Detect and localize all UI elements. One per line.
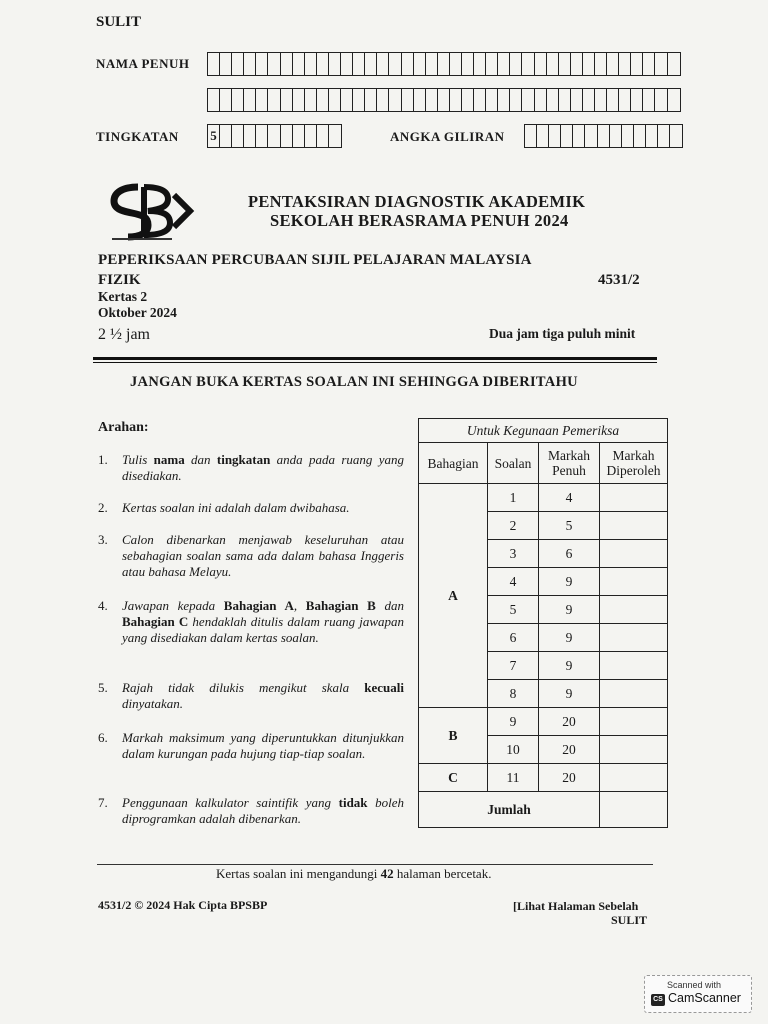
answer-box-cell[interactable] (414, 89, 426, 111)
markah-penuh-cell: 5 (539, 512, 600, 540)
section-b: B (419, 708, 488, 764)
soalan-cell: 9 (488, 708, 539, 736)
exam-name: PEPERIKSAAN PERCUBAAN SIJIL PELAJARAN MALAYSIA (98, 252, 532, 268)
answer-box-cell[interactable] (329, 89, 341, 111)
answer-box-cell[interactable] (619, 89, 631, 111)
divider-thick (93, 357, 657, 360)
instruction-4 (98, 598, 404, 646)
arahan-heading: Arahan: (98, 420, 149, 435)
answer-box-cell[interactable] (559, 53, 571, 75)
answer-box-cell[interactable] (510, 89, 522, 111)
section-a: A (419, 484, 488, 708)
col-markah-diperoleh: Markah Diperoleh (600, 443, 668, 484)
answer-box-cell[interactable] (547, 89, 559, 111)
answer-box-cell[interactable] (631, 89, 643, 111)
answer-box-cell[interactable] (655, 89, 667, 111)
answer-box-cell[interactable] (607, 89, 619, 111)
soalan-cell: 2 (488, 512, 539, 540)
instruction-number: 5. (98, 680, 108, 695)
col-soalan: Soalan (488, 443, 539, 484)
answer-box-cell[interactable] (583, 53, 595, 75)
answer-box-cell[interactable] (486, 89, 498, 111)
answer-box-cell[interactable] (377, 53, 389, 75)
answer-box-cell[interactable] (522, 53, 534, 75)
markah-penuh-cell: 20 (539, 764, 600, 792)
answer-box-cell[interactable] (365, 53, 377, 75)
answer-box-cell[interactable] (232, 89, 244, 111)
markah-penuh-cell: 9 (539, 596, 600, 624)
page-count-number: 42 (380, 866, 394, 881)
instruction-text: Calon dibenarkan menjawab keseluruhan atau sebahagian soalan sama ada dalam bahasa Inggeris atau bahasa Melayu. (122, 532, 404, 579)
markah-diperoleh-cell[interactable] (600, 596, 668, 624)
answer-box-cell[interactable] (619, 53, 631, 75)
answer-box-cell[interactable] (462, 89, 474, 111)
answer-box-cell[interactable] (244, 53, 256, 75)
answer-box-cell[interactable] (402, 89, 414, 111)
scanned-with-text: Scanned with (667, 980, 722, 990)
answer-box-cell[interactable] (377, 89, 389, 111)
col-markah-penuh: Markah Penuh (539, 443, 600, 484)
title-line1: PENTAKSIRAN DIAGNOSTIK AKADEMIK (248, 192, 586, 211)
sulit-top-label: SULIT (96, 14, 142, 30)
soalan-cell: 10 (488, 736, 539, 764)
soalan-cell: 7 (488, 652, 539, 680)
answer-box-cell[interactable] (438, 53, 450, 75)
instruction-text: Markah maksimum yang diperuntukkan ditunjukkan dalam kurungan pada hujung tiap-tiap soalan. (122, 730, 404, 761)
answer-box-cell[interactable] (462, 53, 474, 75)
answer-box-cell[interactable] (256, 53, 268, 75)
answer-box-cell[interactable] (365, 89, 377, 111)
soalan-cell: 3 (488, 540, 539, 568)
answer-box-cell[interactable] (559, 89, 571, 111)
sulit-bottom-label: SULIT (611, 913, 648, 927)
answer-box-cell[interactable] (244, 125, 256, 147)
instruction-text: Penggunaan kalkulator saintifik yang tidak boleh diprogramkan adalah dibenarkan. (122, 795, 404, 826)
instruction-7 (98, 795, 404, 827)
camscanner-watermark (644, 975, 752, 1013)
instruction-number: 1. (98, 452, 108, 467)
answer-box-cell[interactable] (607, 53, 619, 75)
next-page-note: [Lihat Halaman Sebelah (513, 899, 639, 913)
answer-box-cell[interactable] (525, 125, 537, 147)
jumlah-cell[interactable] (600, 792, 668, 828)
answer-box-cell[interactable] (547, 53, 559, 75)
sbp-logo (108, 181, 198, 241)
markah-diperoleh-cell[interactable] (600, 624, 668, 652)
exam-paper: Kertas 2 (98, 289, 148, 304)
answer-box-cell[interactable] (535, 53, 547, 75)
page-count-note (216, 866, 491, 882)
answer-box-cell[interactable] (256, 89, 268, 111)
answer-box-cell[interactable] (341, 89, 353, 111)
answer-box-cell[interactable] (498, 53, 510, 75)
nama-penuh-label: NAMA PENUH (96, 56, 190, 71)
answer-box-cell[interactable]: 5 (208, 125, 220, 147)
answer-box-cell[interactable] (595, 89, 607, 111)
answer-box-cell[interactable] (317, 89, 329, 111)
jumlah-label: Jumlah (419, 792, 600, 828)
markah-diperoleh-cell[interactable] (600, 708, 668, 736)
instruction-text: Tulis nama dan tingkatan anda pada ruang yang disediakan. (122, 452, 405, 483)
answer-box-cell[interactable] (474, 89, 486, 111)
section-c: C (419, 764, 488, 792)
answer-box-cell[interactable] (208, 53, 220, 75)
markah-diperoleh-cell[interactable] (600, 764, 668, 792)
answer-box-cell[interactable] (220, 125, 232, 147)
answer-box-cell[interactable] (305, 125, 317, 147)
markah-diperoleh-cell[interactable] (600, 652, 668, 680)
soalan-cell: 11 (488, 764, 539, 792)
soalan-cell: 5 (488, 596, 539, 624)
soalan-cell: 8 (488, 680, 539, 708)
markah-diperoleh-cell[interactable] (600, 736, 668, 764)
col-bahagian: Bahagian (419, 443, 488, 484)
answer-box-cell[interactable] (571, 53, 583, 75)
answer-box-cell[interactable] (256, 125, 268, 147)
tingkatan-boxes[interactable] (207, 124, 342, 148)
answer-box-cell[interactable] (549, 125, 561, 147)
soalan-cell: 1 (488, 484, 539, 512)
copyright: 4531/2 © 2024 Hak Cipta BPSBP (98, 898, 268, 912)
answer-box-cell[interactable] (281, 89, 293, 111)
instruction-text: Kertas soalan ini adalah dalam dwibahasa. (122, 500, 350, 515)
answer-box-cell[interactable] (293, 53, 305, 75)
markah-penuh-cell: 20 (539, 708, 600, 736)
answer-box-cell[interactable] (389, 53, 401, 75)
answer-box-cell[interactable] (268, 125, 280, 147)
angka-giliran-boxes[interactable] (524, 124, 683, 148)
markah-penuh-cell: 9 (539, 624, 600, 652)
answer-box-cell[interactable] (598, 125, 610, 147)
warning-text: JANGAN BUKA KERTAS SOALAN INI SEHINGGA DIBERITAHU (130, 374, 578, 390)
answer-box-cell[interactable] (670, 125, 682, 147)
answer-box-cell[interactable] (498, 89, 510, 111)
exam-code: 4531/2 (598, 272, 640, 288)
answer-box-cell[interactable] (353, 53, 365, 75)
answer-box-cell[interactable] (402, 53, 414, 75)
exam-subject: FIZIK (98, 272, 141, 288)
exam-month: Oktober 2024 (98, 305, 177, 320)
answer-box-cell[interactable] (561, 125, 573, 147)
markah-penuh-cell: 9 (539, 652, 600, 680)
instruction-number: 7. (98, 795, 108, 810)
answer-box-cell[interactable] (486, 53, 498, 75)
soalan-cell: 4 (488, 568, 539, 596)
markah-diperoleh-cell[interactable] (600, 512, 668, 540)
markah-diperoleh-cell[interactable] (600, 680, 668, 708)
answer-box-cell[interactable] (389, 89, 401, 111)
answer-box-cell[interactable] (585, 125, 597, 147)
markah-penuh-cell: 9 (539, 568, 600, 596)
answer-box-cell[interactable] (474, 53, 486, 75)
table-title: Untuk Kegunaan Pemeriksa (419, 419, 668, 443)
answer-box-cell[interactable] (522, 89, 534, 111)
answer-box-cell[interactable] (571, 89, 583, 111)
instruction-1 (98, 452, 404, 484)
instruction-number: 2. (98, 500, 108, 515)
examiner-table (418, 418, 668, 828)
instruction-text: Jawapan kepada Bahagian A, Bahagian B dan Bahagian C hendaklah ditulis dalam ruang jawapan yang disediakan dalam kertas soalan. (122, 598, 405, 645)
answer-box-cell[interactable] (329, 125, 341, 147)
answer-box-cell[interactable] (353, 89, 365, 111)
answer-box-cell[interactable] (634, 125, 646, 147)
answer-box-cell[interactable] (208, 89, 220, 111)
answer-box-cell[interactable] (643, 89, 655, 111)
answer-box-cell[interactable] (232, 53, 244, 75)
instruction-5 (98, 680, 404, 712)
answer-box-cell[interactable] (281, 125, 293, 147)
page-count-post: halaman bercetak. (393, 866, 492, 881)
answer-box-cell[interactable] (341, 53, 353, 75)
markah-diperoleh-cell[interactable] (600, 484, 668, 512)
camscanner-text: CamScanner (668, 991, 741, 1005)
answer-box-cell[interactable] (220, 53, 232, 75)
answer-box-cell[interactable] (426, 53, 438, 75)
exam-duration-words: Dua jam tiga puluh minit (489, 326, 636, 341)
answer-box-cell[interactable] (658, 125, 670, 147)
instruction-3 (98, 532, 404, 580)
answer-box-cell[interactable] (655, 53, 667, 75)
answer-box-cell[interactable] (646, 125, 658, 147)
answer-box-cell[interactable] (244, 89, 256, 111)
answer-box-cell[interactable] (610, 125, 622, 147)
answer-box-cell[interactable] (232, 125, 244, 147)
instruction-number: 6. (98, 730, 108, 745)
answer-box-cell[interactable] (305, 89, 317, 111)
answer-box-cell[interactable] (537, 125, 549, 147)
instruction-2 (98, 500, 404, 516)
tingkatan-label: TINGKATAN (96, 129, 179, 144)
answer-box-cell[interactable] (293, 89, 305, 111)
exam-duration: 2 ½ jam (98, 326, 150, 343)
answer-box-cell[interactable] (573, 125, 585, 147)
soalan-cell: 6 (488, 624, 539, 652)
answer-box-cell[interactable] (595, 53, 607, 75)
title-line2: SEKOLAH BERASRAMA PENUH 2024 (270, 211, 569, 230)
instruction-text: Rajah tidak dilukis mengikut skala kecuali dinyatakan. (122, 680, 404, 711)
answer-box-cell[interactable] (535, 89, 547, 111)
markah-penuh-cell: 20 (539, 736, 600, 764)
markah-penuh-cell: 6 (539, 540, 600, 568)
nama-penuh-boxes-row1[interactable] (207, 52, 681, 76)
nama-penuh-boxes-row2[interactable] (207, 88, 681, 112)
instruction-6 (98, 730, 404, 762)
angka-giliran-label: ANGKA GILIRAN (390, 129, 505, 144)
answer-box-cell[interactable] (220, 89, 232, 111)
markah-diperoleh-cell[interactable] (600, 568, 668, 596)
answer-box-cell[interactable] (668, 89, 680, 111)
markah-diperoleh-cell[interactable] (600, 540, 668, 568)
answer-box-cell[interactable] (583, 89, 595, 111)
answer-box-cell[interactable] (414, 53, 426, 75)
camscanner-icon: CS (651, 994, 665, 1006)
answer-box-cell[interactable] (438, 89, 450, 111)
answer-box-cell[interactable] (510, 53, 522, 75)
answer-box-cell[interactable] (305, 53, 317, 75)
footer-divider (97, 864, 653, 865)
markah-penuh-cell: 4 (539, 484, 600, 512)
answer-box-cell[interactable] (450, 89, 462, 111)
answer-box-cell[interactable] (317, 125, 329, 147)
answer-box-cell[interactable] (268, 89, 280, 111)
answer-box-cell[interactable] (317, 53, 329, 75)
page-count-pre: Kertas soalan ini mengandungi (216, 866, 381, 881)
divider-thin (93, 362, 657, 363)
answer-box-cell[interactable] (426, 89, 438, 111)
instruction-number: 3. (98, 532, 108, 547)
answer-box-cell[interactable] (293, 125, 305, 147)
answer-box-cell[interactable] (450, 53, 462, 75)
instruction-number: 4. (98, 598, 108, 613)
answer-box-cell[interactable] (268, 53, 280, 75)
answer-box-cell[interactable] (668, 53, 680, 75)
answer-box-cell[interactable] (622, 125, 634, 147)
answer-box-cell[interactable] (281, 53, 293, 75)
answer-box-cell[interactable] (631, 53, 643, 75)
answer-box-cell[interactable] (329, 53, 341, 75)
answer-box-cell[interactable] (643, 53, 655, 75)
markah-penuh-cell: 9 (539, 680, 600, 708)
